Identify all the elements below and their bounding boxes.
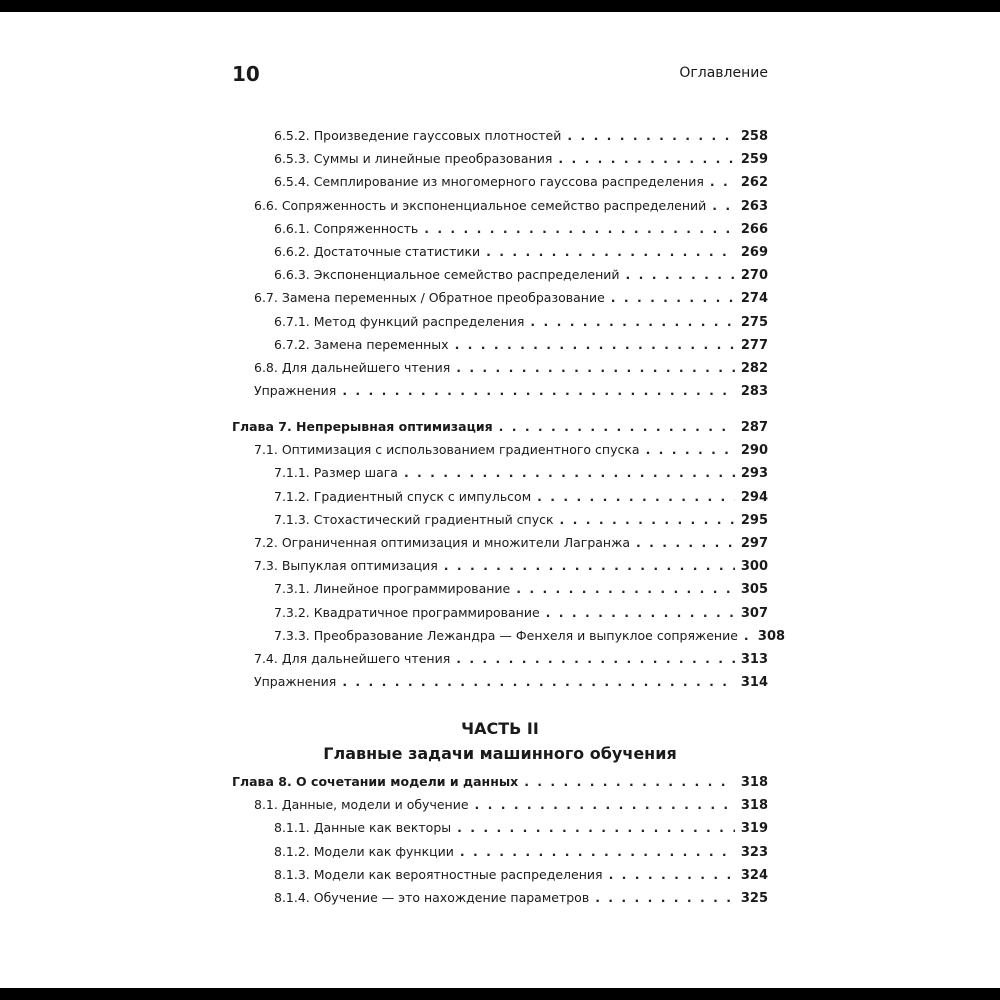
toc-dot-leader bbox=[456, 649, 735, 669]
toc-entry-label: 8.1.4. Обучение — это нахождение параметров bbox=[274, 890, 590, 905]
toc-dot-leader bbox=[342, 672, 735, 692]
toc-entry-page: 283 bbox=[740, 384, 768, 400]
toc-entry bbox=[274, 312, 768, 332]
toc-entry-page: 269 bbox=[740, 245, 768, 260]
toc-entry-page: 300 bbox=[740, 559, 768, 575]
toc-entry-page: 318 bbox=[740, 775, 768, 790]
toc-dot-leader bbox=[560, 510, 735, 530]
toc-entry-label: 7.3.2. Квадратичное программирование bbox=[274, 604, 540, 620]
toc-entry-label: 6.6.3. Экспоненциальное семейство распределений bbox=[274, 267, 620, 283]
toc-entry-page: 293 bbox=[740, 466, 768, 482]
toc-entry-label: 6.7. Замена переменных / Обратное преобразование bbox=[254, 290, 605, 306]
toc-dot-leader bbox=[626, 265, 735, 285]
toc-entry bbox=[254, 649, 768, 669]
part-number: ЧАСТЬ II bbox=[461, 719, 539, 738]
toc-dot-leader bbox=[530, 312, 734, 332]
toc-entry bbox=[274, 510, 768, 530]
toc-entry-label: 8.1.1. Данные как векторы bbox=[274, 820, 452, 836]
toc-entry-page: 270 bbox=[740, 268, 768, 284]
toc-entry-label: 7.1.3. Стохастический градиентный спуск bbox=[274, 511, 554, 527]
toc-entry bbox=[274, 842, 768, 862]
toc-entry-page: 305 bbox=[740, 582, 768, 598]
toc-entry bbox=[254, 358, 768, 378]
toc-entry-label: Упражнения bbox=[254, 674, 337, 690]
toc-entry-label: 7.1. Оптимизация с использованием градиентного спуска bbox=[254, 442, 640, 458]
toc-entry-label: 6.5.2. Произведение гауссовых плотностей bbox=[274, 128, 562, 143]
toc-entry-label: Глава 8. О сочетании модели и данных bbox=[232, 774, 519, 789]
toc-entry-label: Упражнения bbox=[254, 383, 337, 399]
toc-entry-page: 319 bbox=[740, 821, 768, 837]
toc-dot-leader bbox=[546, 603, 735, 623]
toc-entry-label: 7.2. Ограниченная оптимизация и множители Лагранжа bbox=[254, 535, 631, 550]
toc-entry-label: 7.4. Для дальнейшего чтения bbox=[254, 651, 451, 666]
toc-entry-page: 308 bbox=[757, 628, 786, 644]
toc-dot-leader bbox=[710, 172, 735, 192]
toc-dot-leader bbox=[404, 463, 735, 483]
toc-dot-leader bbox=[558, 149, 734, 169]
toc-entry bbox=[274, 219, 768, 239]
toc-entry-page: 277 bbox=[740, 337, 768, 353]
toc-dot-leader bbox=[486, 242, 735, 262]
toc-entry bbox=[254, 288, 768, 308]
toc-entry bbox=[274, 149, 768, 169]
page-header bbox=[232, 62, 768, 92]
part-title: Главные задачи машинного обучения bbox=[323, 744, 677, 763]
toc-entry-page: 318 bbox=[740, 798, 768, 814]
toc-entry-page: 282 bbox=[740, 361, 768, 376]
toc-dot-leader bbox=[455, 335, 735, 355]
toc-dot-leader bbox=[475, 795, 735, 815]
toc-entry-page: 275 bbox=[740, 314, 768, 330]
toc-dot-leader bbox=[516, 579, 735, 599]
toc-entry-page: 325 bbox=[740, 891, 768, 906]
toc-entry-page: 314 bbox=[740, 675, 768, 691]
toc-entry-label: 7.1.1. Размер шага bbox=[274, 465, 398, 481]
toc-entry-label: 7.3.3. Преобразование Лежандра — Фенхеля и выпуклое сопряжение bbox=[274, 627, 738, 643]
toc-entry bbox=[254, 672, 768, 692]
toc-dot-leader bbox=[611, 288, 735, 308]
toc-entry bbox=[254, 533, 768, 553]
toc-entry-page: 262 bbox=[740, 175, 768, 191]
toc-entry bbox=[254, 381, 768, 401]
toc-dot-leader bbox=[444, 556, 735, 576]
toc-entry-page: 290 bbox=[740, 443, 768, 459]
toc-entry-page: 313 bbox=[740, 652, 768, 667]
toc-entry-page: 266 bbox=[740, 221, 768, 237]
toc-entry bbox=[274, 463, 768, 483]
running-title: Оглавление bbox=[679, 65, 768, 81]
toc-chapter-entry bbox=[232, 417, 768, 437]
toc-dot-leader bbox=[460, 842, 735, 862]
toc-entry-page: 274 bbox=[740, 291, 768, 307]
toc-entry-label: 6.5.4. Семплирование из многомерного гауссова распределения bbox=[274, 174, 704, 190]
toc-dot-leader bbox=[567, 126, 734, 146]
toc-entry-page: 294 bbox=[740, 489, 768, 505]
toc-entry bbox=[274, 265, 768, 285]
toc-entry bbox=[274, 126, 768, 146]
toc-dot-leader bbox=[456, 358, 735, 378]
toc-entry-label: 7.1.2. Градиентный спуск с импульсом bbox=[274, 488, 532, 504]
toc-dot-leader bbox=[744, 626, 752, 646]
toc-entry bbox=[254, 556, 768, 576]
toc-entry bbox=[274, 626, 786, 646]
toc-dot-leader bbox=[499, 417, 735, 437]
toc-entry bbox=[274, 242, 768, 262]
toc-entry bbox=[274, 579, 768, 599]
toc-entry bbox=[254, 795, 768, 815]
toc-chapter-entry bbox=[232, 772, 768, 792]
toc-dot-leader bbox=[636, 533, 735, 553]
toc-entry-page: 263 bbox=[740, 198, 768, 214]
toc-entry-label: 6.6.2. Достаточные статистики bbox=[274, 244, 481, 259]
page-number: 10 bbox=[232, 62, 260, 86]
book-page bbox=[0, 12, 1000, 988]
toc-dot-leader bbox=[424, 219, 735, 239]
toc-entry bbox=[274, 818, 768, 838]
toc-entry-label: 8.1.2. Модели как функции bbox=[274, 843, 454, 859]
toc-dot-leader bbox=[524, 772, 735, 792]
toc-entry-page: 258 bbox=[740, 129, 768, 144]
toc-dot-leader bbox=[342, 381, 735, 401]
toc-entry-label: 6.6.1. Сопряженность bbox=[274, 220, 419, 236]
toc-entry-label: 6.6. Сопряженность и экспоненциальное семейство распределений bbox=[254, 197, 707, 213]
toc-entry-label: Глава 7. Непрерывная оптимизация bbox=[232, 419, 493, 434]
toc-entry-label: 7.3. Выпуклая оптимизация bbox=[254, 558, 438, 574]
toc-entry-page: 259 bbox=[740, 152, 768, 168]
toc-entry-page: 323 bbox=[740, 844, 768, 860]
toc-entry-page: 295 bbox=[740, 512, 768, 528]
toc-entry bbox=[274, 172, 768, 192]
toc-dot-leader bbox=[595, 888, 735, 908]
toc-entry bbox=[274, 603, 768, 623]
toc-entry-label: 6.5.3. Суммы и линейные преобразования bbox=[274, 151, 553, 167]
toc-entry-page: 297 bbox=[740, 536, 768, 551]
toc-entry-page: 287 bbox=[740, 420, 768, 435]
toc-entry-page: 324 bbox=[740, 867, 768, 883]
toc-dot-leader bbox=[646, 440, 735, 460]
toc-entry bbox=[254, 196, 768, 216]
toc-entry-page: 307 bbox=[740, 605, 768, 621]
toc-entry bbox=[274, 865, 768, 885]
toc-entry bbox=[274, 487, 768, 507]
toc-entry bbox=[274, 888, 768, 908]
toc-entry-label: 6.7.1. Метод функций распределения bbox=[274, 313, 525, 329]
toc-entry-label: 8.1.3. Модели как вероятностные распределения bbox=[274, 866, 603, 882]
toc-dot-leader bbox=[457, 818, 735, 838]
toc-entry-label: 7.3.1. Линейное программирование bbox=[274, 581, 511, 597]
toc-entry-label: 6.8. Для дальнейшего чтения bbox=[254, 360, 451, 375]
toc-entry bbox=[274, 335, 768, 355]
toc-dot-leader bbox=[712, 196, 735, 216]
toc-dot-leader bbox=[609, 865, 735, 885]
toc-entry bbox=[254, 440, 768, 460]
toc-entry-label: 6.7.2. Замена переменных bbox=[274, 336, 449, 352]
toc-entry-label: 8.1. Данные, модели и обучение bbox=[254, 797, 469, 813]
toc-dot-leader bbox=[537, 487, 735, 507]
